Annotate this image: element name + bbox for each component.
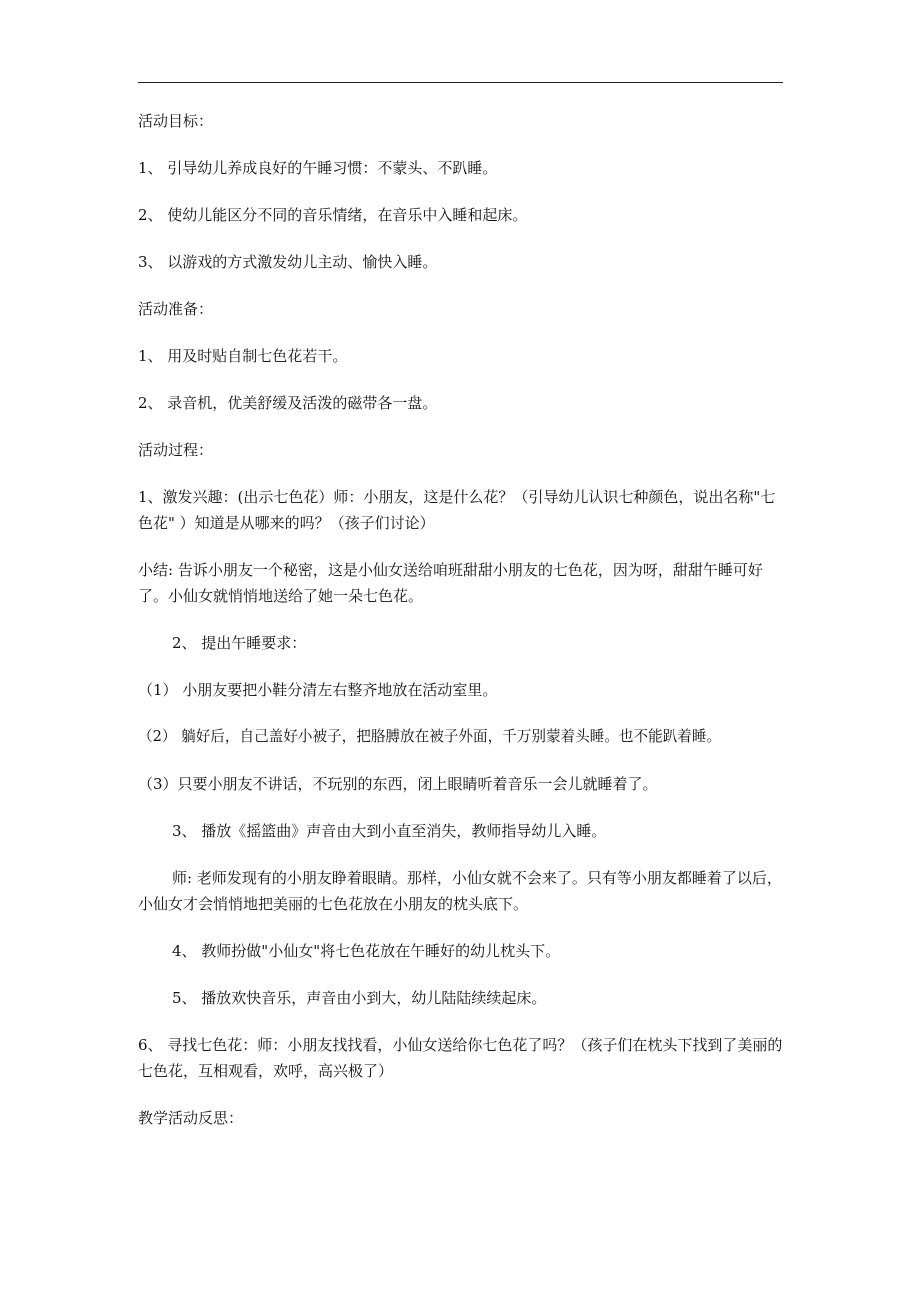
process-step-4: 4、 教师扮做"小仙女"将七色花放在午睡好的幼儿枕头下。 — [172, 942, 561, 960]
goal-item-3: 3、 以游戏的方式激发幼儿主动、愉快入睡。 — [138, 253, 438, 271]
prep-heading: 活动准备： — [138, 300, 214, 318]
process-step-2: 2、 提出午睡要求： — [172, 634, 307, 652]
goal-item-1: 1、 引导幼儿养成良好的午睡习惯：不蒙头、不趴睡。 — [138, 159, 498, 177]
teacher-note: 师: 老师发现有的小朋友睁着眼睛。那样，小仙女就不会来了。只有等小朋友都睡着了以后，小仙女才会悄悄地把美丽的七色花放在小朋友的枕头底下。 — [138, 869, 782, 913]
goal-item-2: 2、 使幼儿能区分不同的音乐情绪，在音乐中入睡和起床。 — [138, 206, 528, 224]
document-body — [138, 108, 788, 1152]
process-step-6: 6、 寻找七色花：师：小朋友找找看，小仙女送给你七色花了吗？（孩子们在枕头下找到了美丽的七色花，互相观看，欢呼，高兴极了） — [138, 1036, 783, 1080]
requirement-1: （1） 小朋友要把小鞋分清左右整齐地放在活动室里。 — [138, 681, 498, 699]
process-step-1: 1、激发兴趣：(出示七色花）师：小朋友，这是什么花？（引导幼儿认识七种颜色，说出名称"七色花" ）知道是从哪来的吗？（孩子们讨论） — [138, 488, 776, 532]
process-heading: 活动过程： — [138, 441, 214, 459]
prep-item-2: 2、 录音机，优美舒缓及活泼的磁带各一盘。 — [138, 394, 438, 412]
process-step-5: 5、 播放欢快音乐，声音由小到大，幼儿陆陆续续起床。 — [172, 989, 547, 1007]
requirement-2: （2） 躺好后，自己盖好小被子，把胳膊放在被子外面，千万别蒙着头睡。也不能趴着睡。 — [138, 728, 722, 745]
reflection-heading: 教学活动反思： — [138, 1109, 244, 1127]
header-rule — [138, 82, 783, 83]
prep-item-1: 1、 用及时贴自制七色花若干。 — [138, 347, 348, 365]
process-step-3: 3、 播放《摇篮曲》声音由大到小直至消失，教师指导幼儿入睡。 — [172, 822, 607, 840]
summary-paragraph: 小结: 告诉小朋友一个秘密，这是小仙女送给咱班甜甜小朋友的七色花，因为呀，甜甜午睡可好了。小仙女就悄悄地送给了她一朵七色花。 — [138, 561, 763, 605]
requirement-3: （3）只要小朋友不讲话，不玩别的东西，闭上眼睛听着音乐一会儿就睡着了。 — [138, 775, 658, 793]
goal-heading: 活动目标： — [138, 112, 214, 130]
